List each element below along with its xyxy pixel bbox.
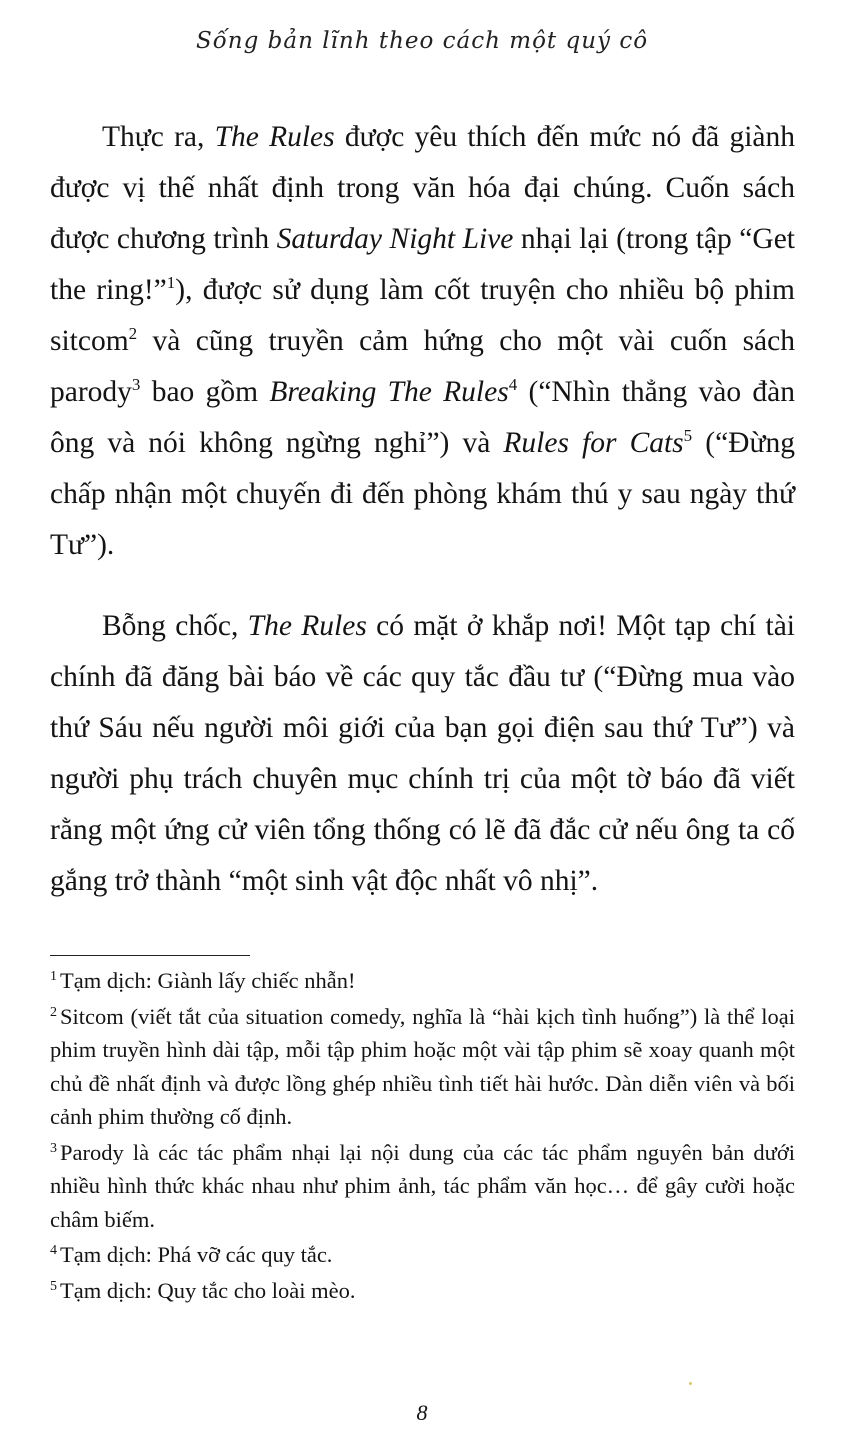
book-title: Rules for Cats [503, 427, 684, 459]
footnote [50, 1274, 795, 1308]
footnotes [50, 964, 795, 1309]
footnote-number: 5 [50, 1278, 57, 1294]
footnote-ref: 5 [683, 426, 693, 445]
main-text [50, 112, 795, 907]
book-title: The Rules [247, 610, 367, 642]
text-span: Thực ra, [102, 121, 215, 153]
footnote-text: Tạm dịch: Giành lấy chiếc nhẫn! [60, 968, 356, 993]
footnote [50, 964, 795, 998]
footnote-ref: 3 [131, 375, 141, 394]
footnote-text: Sitcom (viết tắt của situation comedy, nghĩa là “hài kịch tình huống”) là thể loại phim truyền hình dài tập, mỗi tập phim hoặc một vài tập phim sẽ xoay quanh một chủ đề nhất định và được lồng ghép nhiều tình tiết hài hước. Dàn diễn viên và bối cảnh phim thường cố định. [50, 1003, 795, 1129]
footnote [50, 1136, 795, 1237]
paragraph [50, 112, 795, 571]
footnote-ref: 4 [508, 375, 518, 394]
text-span: (“Nhìn thẳng vào đàn ông và nói không ngừng nghỉ”) và [50, 376, 795, 459]
footnote-text: Tạm dịch: Phá vỡ các quy tắc. [60, 1242, 333, 1267]
text-span: và cũng truyền cảm hứng cho một vài cuốn sách parody [50, 325, 795, 408]
paragraph [50, 601, 795, 907]
text-span: (“Đừng chấp nhận một chuyến đi đến phòng khám thú y sau ngày thứ Tư”). [50, 427, 795, 561]
footnote-divider [50, 955, 250, 956]
footnote-number: 4 [50, 1243, 57, 1258]
footnote-number: 3 [50, 1140, 57, 1156]
footnote-ref: 2 [128, 324, 138, 343]
show-title: Saturday Night Live [276, 223, 514, 255]
running-header: Sống bản lĩnh theo cách một quý cô [195, 28, 649, 54]
print-speck [689, 1382, 692, 1385]
footnote-text: Parody là các tác phẩm nhại lại nội dung của các tác phẩm nguyên bản dưới nhiều hình thức khác nhau như phim ảnh, tác phẩm văn học… để gây cười hoặc châm biếm. [50, 1139, 795, 1232]
book-title: The Rules [214, 121, 335, 153]
footnote-text: Tạm dịch: Quy tắc cho loài mèo. [60, 1277, 356, 1303]
footnote-number: 1 [50, 969, 57, 984]
footnote [50, 1000, 795, 1134]
text-span: nhại lại (trong tập “Get the ring!” [50, 223, 795, 306]
text-span: có mặt ở khắp nơi! Một tạp chí tài chính đã đăng bài báo về các quy tắc đầu tư (“Đừng mua vào thứ Sáu nếu người môi giới của bạn gọi điện sau thứ Tư”) và người phụ trách chuyên mục chính trị của một tờ báo đã viết rằng một ứng cử viên tổng thống có lẽ đã đắc cử nếu ông ta cố gắng trở thành “một sinh vật độc nhất vô nhị”. [50, 610, 795, 897]
text-span: Bỗng chốc, [102, 610, 248, 642]
footnote-ref: 1 [166, 273, 176, 292]
page-number: 8 [416, 1400, 428, 1425]
footnote-number: 2 [50, 1004, 57, 1020]
text-span: ), được sử dụng làm cốt truyện cho nhiều bộ phim sitcom [50, 274, 795, 357]
text-span: được yêu thích đến mức nó đã giành được vị thế nhất định trong văn hóa đại chúng. Cuốn sách được chương trình [50, 121, 795, 255]
footnote [50, 1238, 795, 1272]
text-span: bao gồm [140, 376, 270, 408]
book-title: Breaking The Rules [269, 376, 509, 408]
